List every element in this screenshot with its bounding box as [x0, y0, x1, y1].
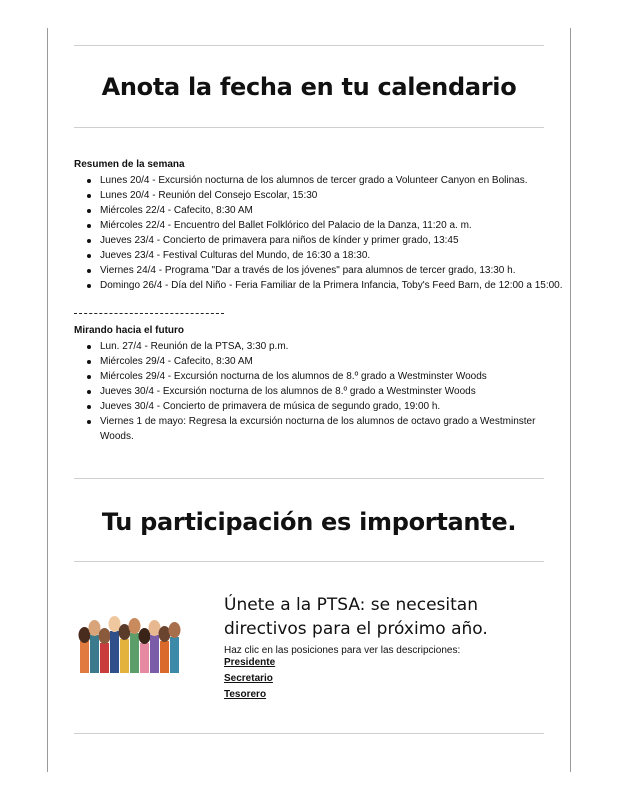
- calendar-heading: Anota la fecha en tu calendario: [101, 73, 517, 101]
- divider-calendar: [74, 127, 544, 128]
- dashed-separator: [74, 313, 224, 314]
- participation-heading: Tu participación es importante.: [101, 508, 517, 536]
- week-summary-label: Resumen de la semana: [74, 159, 185, 170]
- list-item: Jueves 23/4 - Concierto de primavera para niños de kínder y primer grado, 13:45: [100, 233, 570, 248]
- looking-ahead-label: Mirando hacia el futuro: [74, 325, 185, 336]
- divider-bottom: [74, 733, 544, 734]
- treasurer-link[interactable]: Tesorero: [224, 689, 267, 700]
- week-events-list: [74, 173, 570, 293]
- divider-participation-top: [74, 478, 544, 479]
- list-item: Jueves 23/4 - Festival Culturas del Mundo, de 16:30 a 18:30.: [100, 248, 570, 263]
- list-item: Viernes 24/4 - Programa "Dar a través de los jóvenes" para alumnos de tercer grado, 13:30 h.: [100, 263, 570, 278]
- divider-top: [74, 45, 544, 46]
- list-item: Miércoles 22/4 - Cafecito, 8:30 AM: [100, 203, 570, 218]
- secretary-link[interactable]: Secretario: [224, 673, 273, 684]
- list-item: Domingo 26/4 - Día del Niño - Feria Familiar de la Primera Infancia, Toby's Feed Barn, de 12:00 a 15:00.: [100, 278, 570, 293]
- list-item: Lunes 20/4 - Excursión nocturna de los alumnos de tercer grado a Volunteer Canyon en Bolinas.: [100, 173, 570, 188]
- raised-hands-icon: [78, 613, 184, 675]
- list-item: Miércoles 22/4 - Encuentro del Ballet Folklórico del Palacio de la Danza, 11:20 a. m.: [100, 218, 570, 233]
- president-link[interactable]: Presidente: [224, 657, 276, 668]
- list-item: Miércoles 29/4 - Excursión nocturna de los alumnos de 8.º grado a Westminster Woods: [100, 369, 570, 384]
- left-border-line: [47, 28, 48, 772]
- list-item: Lunes 20/4 - Reunión del Consejo Escolar, 15:30: [100, 188, 570, 203]
- list-item: Jueves 30/4 - Excursión nocturna de los alumnos de 8.º grado a Westminster Woods: [100, 384, 570, 399]
- list-item: Lun. 27/4 - Reunión de la PTSA, 3:30 p.m.: [100, 339, 570, 354]
- right-border-line: [570, 28, 571, 772]
- join-ptsa-title: Únete a la PTSA: se necesitan directivos para el próximo año.: [224, 595, 488, 639]
- future-events-list: [74, 339, 570, 444]
- divider-participation: [74, 561, 544, 562]
- list-item: Viernes 1 de mayo: Regresa la excursión nocturna de los alumnos de octavo grado a Westminster Woods.: [100, 414, 570, 444]
- list-item: Jueves 30/4 - Concierto de primavera de música de segundo grado, 19:00 h.: [100, 399, 570, 414]
- list-item: Miércoles 29/4 - Cafecito, 8:30 AM: [100, 354, 570, 369]
- join-ptsa-subtitle: Haz clic en las posiciones para ver las descripciones:: [224, 645, 461, 656]
